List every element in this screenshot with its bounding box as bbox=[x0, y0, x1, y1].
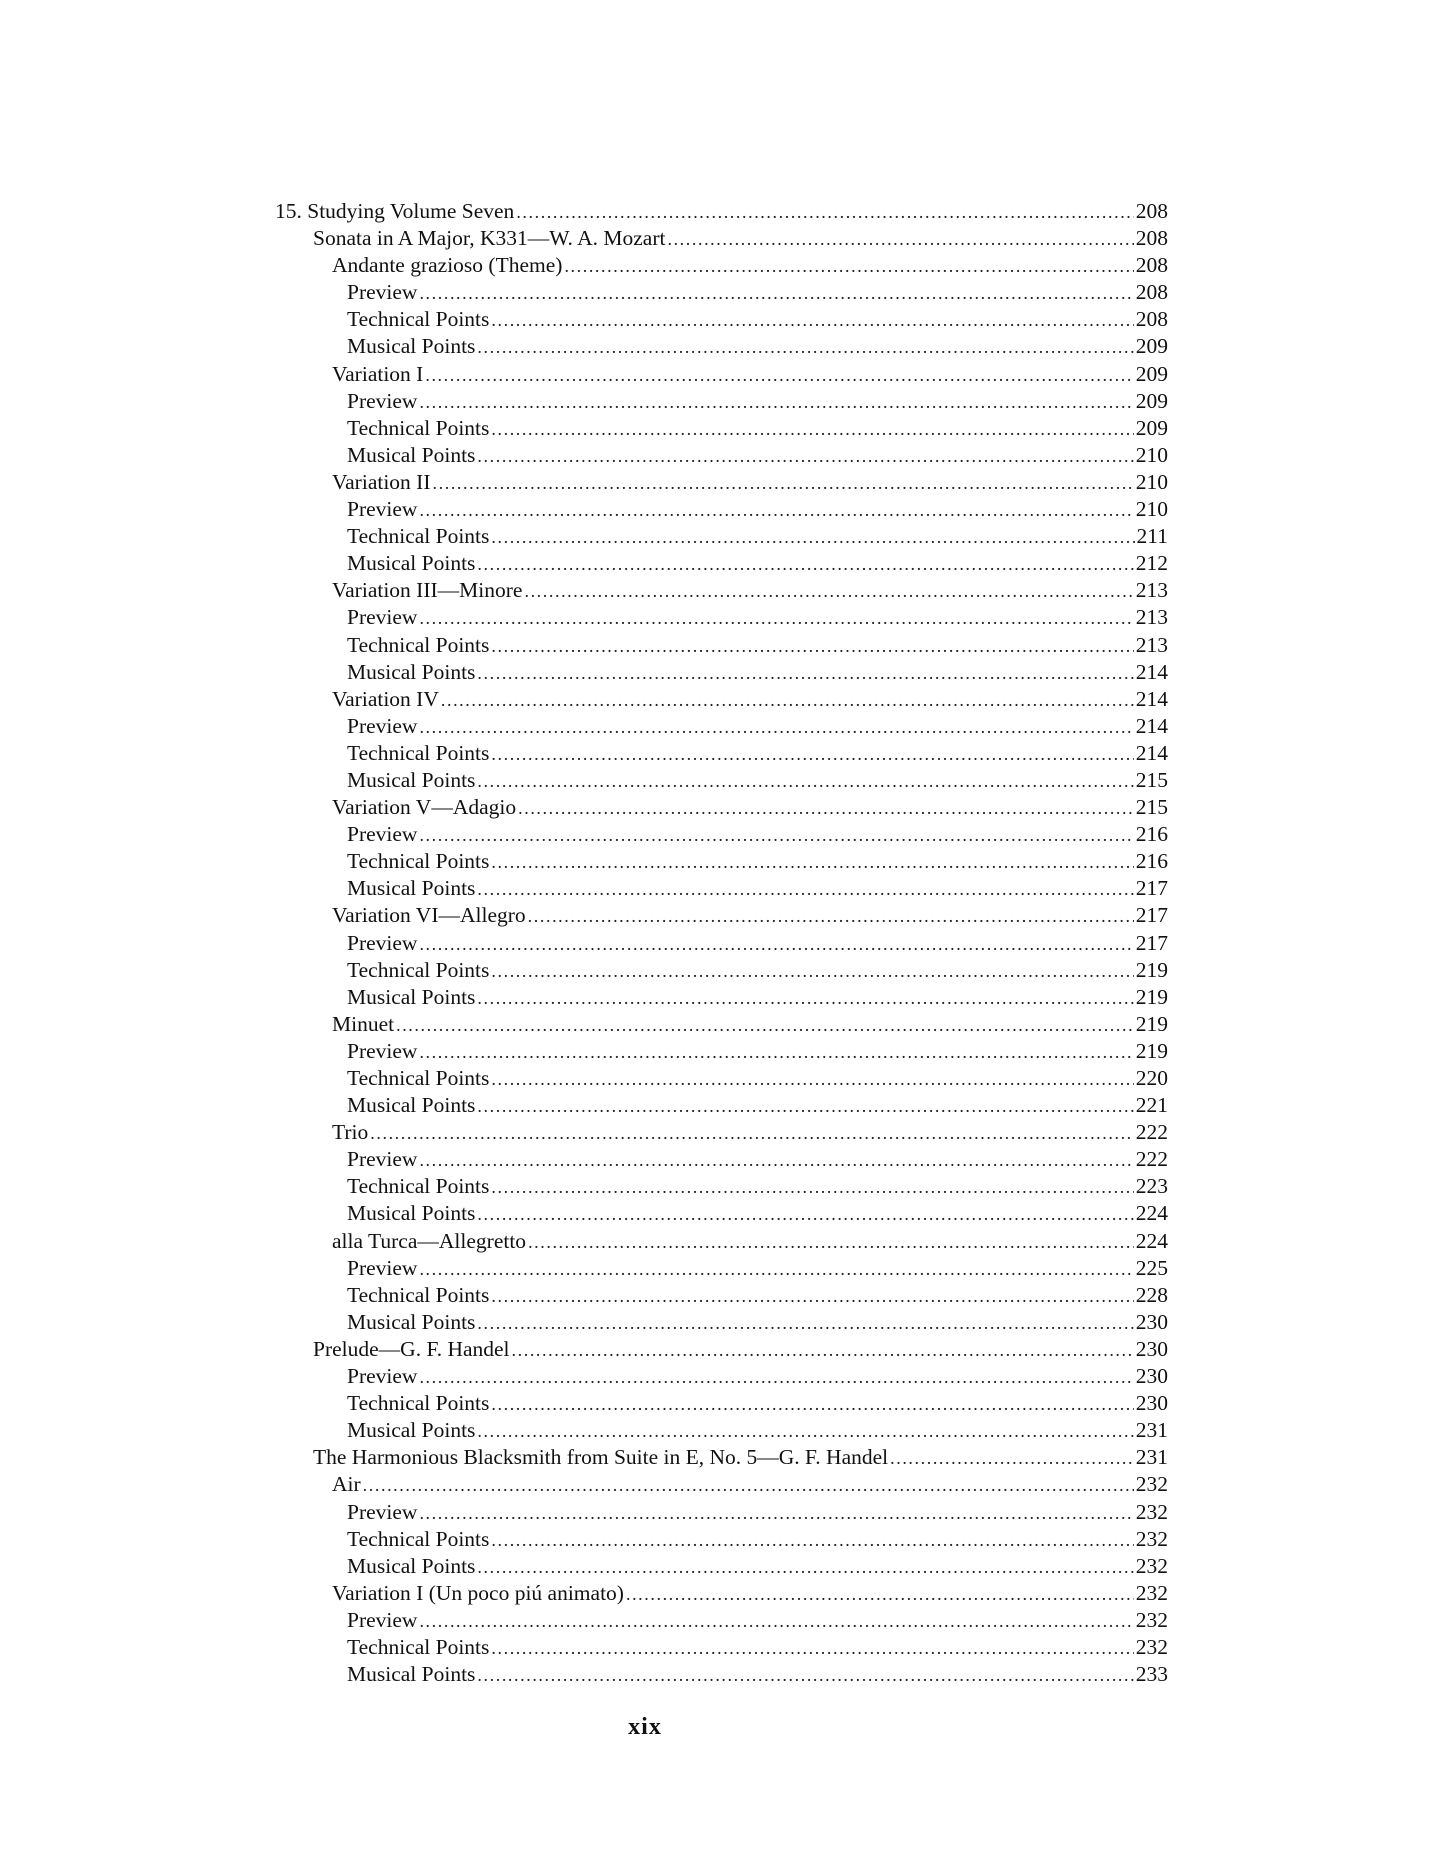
toc-entry-page: 220 bbox=[1135, 1066, 1168, 1090]
toc-entry bbox=[275, 1309, 1168, 1336]
toc-entry-page: 215 bbox=[1135, 795, 1168, 820]
toc-entry bbox=[275, 1634, 1168, 1661]
toc-entry bbox=[275, 1282, 1168, 1309]
toc-entry-title: Preview bbox=[347, 280, 418, 305]
toc-entry-title: Technical Points bbox=[347, 957, 490, 982]
toc-entry-page: 217 bbox=[1135, 930, 1168, 955]
toc-entry-page: 213 bbox=[1135, 632, 1168, 657]
toc-entry-title: Technical Points bbox=[347, 1391, 490, 1416]
toc-entry-page: 217 bbox=[1135, 903, 1168, 928]
toc-leader-dots bbox=[518, 795, 1134, 822]
toc-entry bbox=[275, 604, 1168, 631]
toc-leader-dots bbox=[419, 822, 1133, 849]
toc-entry-title: Variation IV bbox=[332, 686, 439, 711]
toc-entry bbox=[275, 686, 1168, 713]
toc-entry bbox=[275, 306, 1168, 333]
toc-leader-dots bbox=[528, 1229, 1134, 1256]
toc-entry bbox=[275, 794, 1168, 821]
toc-leader-dots bbox=[419, 280, 1133, 307]
toc-entry-title: Preview bbox=[347, 713, 418, 738]
toc-entry bbox=[275, 523, 1168, 550]
toc-leader-dots bbox=[419, 1256, 1133, 1283]
toc-entry-page: 212 bbox=[1135, 551, 1168, 576]
toc-entry-page: 232 bbox=[1135, 1526, 1168, 1551]
toc-leader-dots bbox=[477, 1554, 1133, 1581]
toc-entry-page: 232 bbox=[1135, 1553, 1168, 1578]
toc-entry bbox=[275, 1255, 1168, 1282]
toc-entry-title: Variation V—Adagio bbox=[332, 795, 517, 820]
toc-leader-dots bbox=[419, 931, 1133, 958]
toc-entry bbox=[275, 740, 1168, 767]
toc-entry-title: Preview bbox=[347, 497, 418, 522]
toc-entry-page: 214 bbox=[1135, 686, 1168, 711]
toc-entry-title: Technical Points bbox=[347, 415, 490, 440]
toc-entry-title: Technical Points bbox=[347, 1174, 490, 1199]
toc-entry-title: The Harmonious Blacksmith from Suite in E, No. 5—G. F. Handel bbox=[313, 1445, 889, 1470]
toc-entry bbox=[275, 550, 1168, 577]
toc-entry-page: 217 bbox=[1135, 876, 1168, 901]
toc-entry-title: Preview bbox=[347, 822, 418, 847]
toc-entry-title: Musical Points bbox=[347, 1201, 476, 1226]
toc-entry bbox=[275, 279, 1168, 306]
toc-entry-title: Prelude—G. F. Handel bbox=[313, 1336, 510, 1361]
toc-entry-title: Musical Points bbox=[347, 659, 476, 684]
toc-leader-dots bbox=[491, 1635, 1133, 1662]
toc-leader-dots bbox=[564, 253, 1133, 280]
toc-entry-page: 219 bbox=[1135, 957, 1168, 982]
toc-entry bbox=[275, 1228, 1168, 1255]
toc-leader-dots bbox=[491, 741, 1133, 768]
toc-entry-title: Technical Points bbox=[347, 1282, 490, 1307]
toc-entry-page: 210 bbox=[1135, 469, 1168, 494]
toc-entry bbox=[275, 333, 1168, 360]
toc-entry-page: 216 bbox=[1135, 822, 1168, 847]
toc-entry-title: Musical Points bbox=[347, 442, 476, 467]
toc-leader-dots bbox=[477, 1310, 1133, 1337]
toc-entry-title: Musical Points bbox=[347, 1662, 476, 1687]
toc-entry bbox=[275, 1661, 1168, 1688]
toc-entry-page: 230 bbox=[1135, 1336, 1168, 1361]
toc-leader-dots bbox=[491, 849, 1133, 876]
toc-leader-dots bbox=[491, 1527, 1133, 1554]
toc-entry-page: 208 bbox=[1135, 226, 1168, 251]
toc-leader-dots bbox=[491, 1174, 1133, 1201]
toc-entry bbox=[275, 469, 1168, 496]
toc-entry-title: Musical Points bbox=[347, 767, 476, 792]
toc-entry bbox=[275, 767, 1168, 794]
toc-leader-dots bbox=[419, 1608, 1133, 1635]
toc-entry-page: 232 bbox=[1135, 1634, 1168, 1659]
toc-entry-title: Technical Points bbox=[347, 1526, 490, 1551]
toc-entry-page: 231 bbox=[1135, 1445, 1168, 1470]
toc-leader-dots bbox=[667, 226, 1133, 253]
toc-entry-page: 209 bbox=[1135, 334, 1168, 359]
toc-leader-dots bbox=[477, 1093, 1133, 1120]
toc-entry-page: 232 bbox=[1135, 1499, 1168, 1524]
toc-entry bbox=[275, 577, 1168, 604]
toc-entry-title: Technical Points bbox=[347, 1066, 490, 1090]
toc-entry-page: 232 bbox=[1135, 1580, 1168, 1605]
toc-leader-dots bbox=[477, 551, 1133, 578]
toc-leader-dots bbox=[491, 1283, 1133, 1310]
toc-entry bbox=[275, 496, 1168, 523]
toc-leader-dots bbox=[491, 1391, 1133, 1418]
toc-entry-page: 214 bbox=[1135, 740, 1168, 765]
toc-entry-page: 228 bbox=[1135, 1282, 1168, 1307]
toc-entry-page: 219 bbox=[1135, 1038, 1168, 1063]
toc-entry-title: Technical Points bbox=[347, 307, 490, 332]
toc-entry-page: 222 bbox=[1135, 1120, 1168, 1145]
toc-entry bbox=[275, 225, 1168, 252]
page-number: xix bbox=[628, 1714, 662, 1740]
toc-entry-page: 224 bbox=[1135, 1228, 1168, 1253]
toc-leader-dots bbox=[363, 1472, 1134, 1499]
toc-leader-dots bbox=[419, 1364, 1133, 1391]
toc-entry bbox=[275, 713, 1168, 740]
toc-entry bbox=[275, 1553, 1168, 1580]
toc-entry bbox=[275, 1444, 1168, 1471]
toc-leader-dots bbox=[477, 876, 1133, 903]
toc-entry-page: 209 bbox=[1135, 388, 1168, 413]
toc-entry-title: Preview bbox=[347, 605, 418, 630]
toc-leader-dots bbox=[477, 660, 1133, 687]
toc-entry-page: 210 bbox=[1135, 497, 1168, 522]
toc-entry-title: Musical Points bbox=[347, 1093, 476, 1118]
toc-entry-page: 208 bbox=[1135, 199, 1168, 223]
table-of-contents bbox=[275, 198, 1168, 1688]
toc-leader-dots bbox=[491, 958, 1133, 985]
toc-entry bbox=[275, 1336, 1168, 1363]
toc-entry bbox=[275, 1065, 1168, 1092]
toc-entry-title: Preview bbox=[347, 1255, 418, 1280]
toc-entry-title: Musical Points bbox=[347, 876, 476, 901]
toc-entry-title: Variation I bbox=[332, 361, 424, 386]
toc-entry-page: 219 bbox=[1135, 984, 1168, 1009]
toc-entry bbox=[275, 1200, 1168, 1227]
toc-leader-dots bbox=[890, 1445, 1134, 1472]
toc-entry-title: Variation I (Un poco piú animato) bbox=[332, 1580, 624, 1605]
toc-entry bbox=[275, 388, 1168, 415]
toc-entry bbox=[275, 984, 1168, 1011]
toc-entry bbox=[275, 875, 1168, 902]
toc-entry-page: 230 bbox=[1135, 1391, 1168, 1416]
toc-entry bbox=[275, 848, 1168, 875]
toc-entry bbox=[275, 1471, 1168, 1498]
toc-entry-title: alla Turca—Allegretto bbox=[332, 1228, 527, 1253]
toc-entry-title: Musical Points bbox=[347, 984, 476, 1009]
toc-entry-title: Musical Points bbox=[347, 1553, 476, 1578]
toc-leader-dots bbox=[512, 1337, 1134, 1364]
toc-entry-page: 213 bbox=[1135, 605, 1168, 630]
toc-entry-title: Technical Points bbox=[347, 524, 490, 549]
toc-leader-dots bbox=[528, 903, 1134, 930]
toc-entry-title: Preview bbox=[347, 930, 418, 955]
toc-entry bbox=[275, 1038, 1168, 1065]
toc-entry-page: 216 bbox=[1135, 849, 1168, 874]
toc-entry bbox=[275, 1390, 1168, 1417]
toc-leader-dots bbox=[419, 389, 1133, 416]
toc-entry-page: 232 bbox=[1135, 1607, 1168, 1632]
toc-leader-dots bbox=[419, 714, 1133, 741]
toc-entry-title: Technical Points bbox=[347, 632, 490, 657]
toc-entry-page: 208 bbox=[1135, 280, 1168, 305]
toc-leader-dots bbox=[626, 1581, 1134, 1608]
toc-entry-page: 230 bbox=[1135, 1364, 1168, 1389]
toc-entry-page: 222 bbox=[1135, 1147, 1168, 1172]
toc-leader-dots bbox=[419, 605, 1133, 632]
toc-leader-dots bbox=[477, 985, 1133, 1012]
toc-entry bbox=[275, 442, 1168, 469]
toc-entry bbox=[275, 1173, 1168, 1200]
toc-leader-dots bbox=[419, 1039, 1133, 1066]
toc-entry-page: 233 bbox=[1135, 1662, 1168, 1687]
toc-entry-title: Musical Points bbox=[347, 1418, 476, 1443]
toc-entry bbox=[275, 821, 1168, 848]
toc-entry-page: 223 bbox=[1135, 1174, 1168, 1199]
toc-entry-page: 215 bbox=[1135, 767, 1168, 792]
toc-entry bbox=[275, 1363, 1168, 1390]
toc-leader-dots bbox=[396, 1012, 1134, 1039]
toc-entry-title: Preview bbox=[347, 388, 418, 413]
toc-entry bbox=[275, 1526, 1168, 1553]
toc-entry-title: Andante grazioso (Theme) bbox=[332, 253, 563, 278]
toc-entry bbox=[275, 957, 1168, 984]
toc-leader-dots bbox=[516, 199, 1133, 226]
toc-entry-title: Preview bbox=[347, 1364, 418, 1389]
toc-entry bbox=[275, 659, 1168, 686]
toc-leader-dots bbox=[419, 1147, 1133, 1174]
toc-entry bbox=[275, 632, 1168, 659]
toc-entry bbox=[275, 1417, 1168, 1444]
toc-entry-title: Variation II bbox=[332, 469, 431, 494]
toc-leader-dots bbox=[491, 633, 1133, 660]
toc-entry-title: 15. Studying Volume Seven bbox=[275, 199, 515, 223]
toc-entry-page: 208 bbox=[1135, 307, 1168, 332]
toc-entry-title: Preview bbox=[347, 1038, 418, 1063]
toc-leader-dots bbox=[370, 1120, 1133, 1147]
toc-leader-dots bbox=[477, 443, 1133, 470]
toc-entry-page: 224 bbox=[1135, 1201, 1168, 1226]
toc-entry bbox=[275, 1499, 1168, 1526]
toc-entry-page: 211 bbox=[1136, 524, 1168, 549]
toc-leader-dots bbox=[433, 470, 1134, 497]
toc-entry-title: Minuet bbox=[332, 1011, 395, 1036]
toc-leader-dots bbox=[425, 362, 1133, 389]
toc-entry-title: Trio bbox=[332, 1120, 369, 1145]
toc-leader-dots bbox=[477, 1662, 1133, 1689]
toc-leader-dots bbox=[419, 497, 1133, 524]
toc-entry-title: Preview bbox=[347, 1499, 418, 1524]
toc-leader-dots bbox=[491, 307, 1133, 334]
toc-entry-page: 209 bbox=[1135, 415, 1168, 440]
toc-entry bbox=[275, 1580, 1168, 1607]
toc-entry-page: 210 bbox=[1135, 442, 1168, 467]
toc-entry-title: Technical Points bbox=[347, 849, 490, 874]
toc-entry bbox=[275, 361, 1168, 388]
toc-leader-dots bbox=[477, 1418, 1133, 1445]
toc-entry-page: 221 bbox=[1135, 1093, 1168, 1118]
toc-entry-page: 230 bbox=[1135, 1309, 1168, 1334]
toc-entry-page: 209 bbox=[1135, 361, 1168, 386]
toc-entry-title: Preview bbox=[347, 1607, 418, 1632]
toc-entry-page: 213 bbox=[1135, 578, 1168, 603]
toc-entry-page: 219 bbox=[1135, 1011, 1168, 1036]
toc-leader-dots bbox=[477, 1201, 1133, 1228]
toc-entry-title: Sonata in A Major, K331—W. A. Mozart bbox=[313, 226, 666, 251]
toc-entry bbox=[275, 930, 1168, 957]
toc-entry bbox=[275, 1011, 1168, 1038]
toc-entry bbox=[275, 902, 1168, 929]
toc-entry-page: 214 bbox=[1135, 659, 1168, 684]
toc-leader-dots bbox=[477, 334, 1133, 361]
toc-entry-page: 225 bbox=[1135, 1255, 1168, 1280]
toc-leader-dots bbox=[419, 1500, 1133, 1527]
toc-entry-title: Preview bbox=[347, 1147, 418, 1172]
toc-entry bbox=[275, 415, 1168, 442]
toc-entry bbox=[275, 1119, 1168, 1146]
toc-entry-title: Musical Points bbox=[347, 1309, 476, 1334]
toc-leader-dots bbox=[477, 768, 1133, 795]
toc-entry bbox=[275, 1146, 1168, 1173]
toc-leader-dots bbox=[491, 524, 1134, 551]
toc-entry-title: Variation III—Minore bbox=[332, 578, 523, 603]
toc-entry-page: 214 bbox=[1135, 713, 1168, 738]
toc-entry-title: Musical Points bbox=[347, 334, 476, 359]
toc-leader-dots bbox=[441, 687, 1134, 714]
toc-entry-page: 232 bbox=[1135, 1472, 1168, 1497]
toc-entry-title: Technical Points bbox=[347, 1634, 490, 1659]
toc-entry-title: Air bbox=[332, 1472, 361, 1497]
toc-entry-title: Technical Points bbox=[347, 740, 490, 765]
toc-entry-page: 208 bbox=[1135, 253, 1168, 278]
toc-entry bbox=[275, 1607, 1168, 1634]
toc-entry-page: 231 bbox=[1135, 1418, 1168, 1443]
toc-leader-dots bbox=[491, 1066, 1133, 1093]
toc-leader-dots bbox=[524, 578, 1133, 605]
toc-entry-title: Variation VI—Allegro bbox=[332, 903, 526, 928]
toc-leader-dots bbox=[491, 416, 1133, 443]
toc-entry bbox=[275, 198, 1168, 225]
toc-entry bbox=[275, 252, 1168, 279]
toc-entry-title: Musical Points bbox=[347, 551, 476, 576]
toc-entry bbox=[275, 1092, 1168, 1119]
